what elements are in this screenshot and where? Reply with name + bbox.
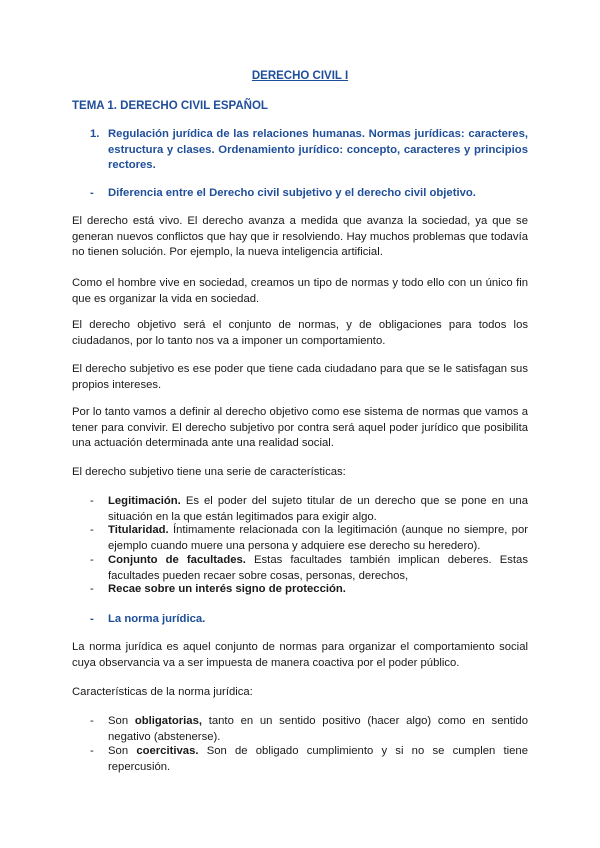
subsection-norma-juridica [90,612,528,628]
document-title: DERECHO CIVIL I [251,70,349,82]
section-1-heading [90,127,528,174]
subsection-heading-text: Diferencia entre el Derecho civil subjetivo y el derecho civil objetivo. [108,187,476,199]
dash-marker: - [90,583,94,595]
dash-marker: - [90,495,94,507]
subsection-heading-text: La norma jurídica. [108,613,206,625]
dash-marker: - [90,745,94,757]
dash-marker: - [90,715,94,727]
term-bold: Conjunto de facultades. [108,554,246,566]
term-prefix: Son [108,745,137,757]
term-bold: Titularidad. [108,524,169,536]
term-bold: obligatorias, [134,715,202,727]
section-heading-text: Regulación jurídica de las relaciones humanas. Normas jurídicas: caracteres, estructura y clases. Ordenamiento jurídico: concepto, caracteres y principios rectores. [108,128,528,172]
term-text: tanto en un sentido positivo (hacer algo) como en sentido negativo (abstenerse). [108,715,528,743]
subsection-derecho-subjetivo-objetivo [90,186,528,202]
paragraph-hombre-sociedad: Como el hombre vive en sociedad, creamos un tipo de normas y todo ello con un único fin que es organizar la vida en sociedad. [72,277,528,305]
dash-marker: - [90,524,94,536]
term-bold: Recae sobre un interés signo de protección. [108,583,346,595]
list-item-obligatorias [90,714,528,745]
dash-marker: - [90,613,94,625]
tema-heading: TEMA 1. DERECHO CIVIL ESPAÑOL [72,100,268,112]
paragraph-definicion: Por lo tanto vamos a definir al derecho objetivo como ese sistema de normas que vamos a tener para convivir. El derecho subjetivo por contra será aquel poder jurídico que posibilita una actuación determinada ante una realidad social. [72,406,528,450]
paragraph-caracteristicas-intro: El derecho subjetivo tiene una serie de características: [72,466,346,478]
term-bold: coercitivas. [136,745,199,757]
term-text: Estas facultades también implican deberes. Estas facultades pueden recaer sobre cosas, personas, derechos, [108,554,528,582]
paragraph-derecho-vivo: El derecho está vivo. El derecho avanza a medida que avanza la sociedad, ya que se generan nuevos conflictos que hay que ir resolviendo. Hay muchos problemas que todavía no tienen solución. Por ejemplo, la nueva inteligencia artificial. [72,215,528,259]
list-item-coercitivas [90,744,528,775]
list-item-interes [90,582,528,598]
paragraph-derecho-objetivo: El derecho objetivo será el conjunto de normas, y de obligaciones para todos los ciudadanos, por lo tanto nos va a imponer un comportamiento. [72,319,528,347]
term-text: Íntimamente relacionada con la legitimación (aunque no siempre, por ejemplo cuando muere una persona y adquiere ese derecho su heredero). [108,524,528,552]
list-item-legitimacion [90,494,528,525]
term-text: Son de obligado cumplimiento y si no se cumplen tiene repercusión. [108,745,528,773]
paragraph-norma-intro: Características de la norma jurídica: [72,686,253,698]
dash-marker: - [90,554,94,566]
dash-marker: - [90,187,94,199]
paragraph-norma-definicion: La norma jurídica es aquel conjunto de normas para organizar el comportamiento social cuya observancia va a ser impuesta de manera coactiva por el poder público. [72,641,528,669]
list-item-titularidad [90,523,528,554]
term-bold: Legitimación. [108,495,181,507]
term-text: Es el poder del sujeto titular de un derecho que se pone en una situación en la que están legitimados para exigir algo. [108,495,528,523]
term-prefix: Son [108,715,135,727]
section-number: 1. [90,128,100,140]
list-item-facultades [90,553,528,584]
paragraph-derecho-subjetivo: El derecho subjetivo es ese poder que tiene cada ciudadano para que se le satisfagan sus propios intereses. [72,363,528,391]
